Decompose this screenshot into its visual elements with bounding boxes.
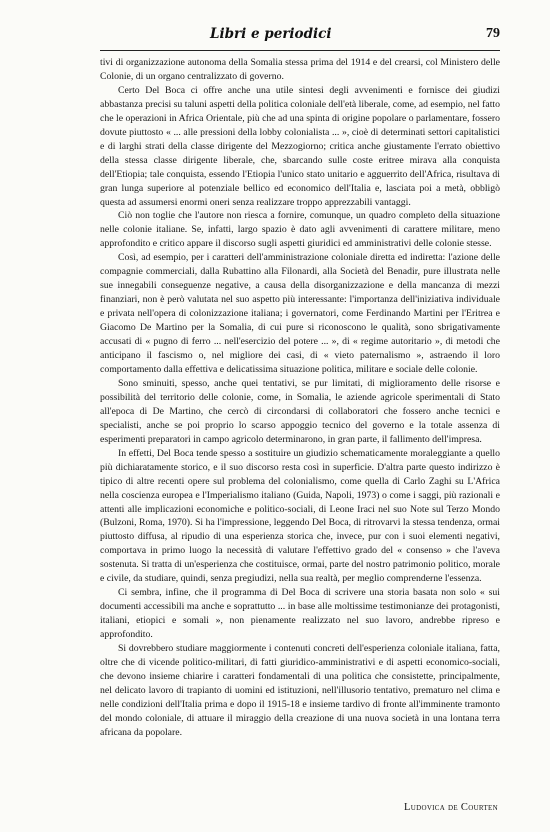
paragraph: In effetti, Del Boca tende spesso a sostituire un giudizio schematicamente moraleggiante a quello più dichiaratamente storico, e il suo discorso resta così in superficie. D'altra parte questo indirizzo è tipico di altre recenti opere sul problema del colonialismo, come quella di Carlo Zaghi su L'Africa nella coscienza europea e l'Imperialismo italiano (Guida, Napoli, 1973) o come i saggi, più razionali e attenti alle implicazioni economiche e politico-sociali, di Leone Iraci nel suo Note sul Terzo Mondo (Bulzoni, Roma, 1970). Si ha l'impressione, leggendo Del Boca, di ritrovarvi la stessa tendenza, ormai piuttosto diffusa, al ripudio di una esperienza storica che, invece, pur con i suoi elementi negativi, comportava in primo luogo la necessità di valutare l'effettivo grado del « consenso » che l'aveva sostenuta. Si tratta di un'esperienza che costituisce, ormai, parte del nostro patrimonio politico, morale e civile, da studiare, quindi, senza pregiudizi, nella sua realtà, per meglio comprenderne l'essenza. [100,447,500,585]
running-title: Libri e periodici [210,26,332,42]
paragraph: Ci sembra, infine, che il programma di Del Boca di scrivere una storia basata non solo « sui documenti accessibili ma anche e soprattutto ... in base alle moltissime testimonianze dei protagonisti, italiani, etiopici e somali », non pienamente realizzato nel suo lavoro, andrebbe ripreso e approfondito. [100,587,500,641]
page-number: 79 [486,26,500,41]
article-body [100,56,500,740]
paragraph: Si dovrebbero studiare maggiormente i contenuti concreti dell'esperienza coloniale italiana, fatta, oltre che di vicende politico-militari, di fatti giuridico-amministrativi e di aspetti economico-sociali, che devono insieme chiarire i caratteri fondamentali di una politica che consistette, principalmente, nel delicato lavoro di trapianto di uomini ed istituzioni, nell'illusorio tentativo, prematuro nel clima e nelle condizioni dell'Italia prima e dopo il 1915-18 e insieme tardivo di fronte all'imminente tramonto del mondo coloniale, di attuare il miraggio della creazione di una nuova società in una lontana terra africana da popolare. [100,643,500,738]
paragraph: Sono sminuiti, spesso, anche quei tentativi, se pur limitati, di miglioramento delle risorse e possibilità del territorio delle colonie, come, in Somalia, le aziende agricole sperimentali di Stato all'epoca di De Martino, che cercò di circondarsi di collaboratori che fossero anche tecnici e specialisti, anche se poi proprio lo scarso appoggio tecnico del governo e la totale assenza di esperimenti preparatori in campo agricolo determinarono, in gran parte, il fallimento dell'impresa. [100,377,500,445]
paragraph: Certo Del Boca ci offre anche una utile sintesi degli avvenimenti e fornisce dei giudizi abbastanza precisi su taluni aspetti della politica coloniale dell'età liberale, come, ad esempio, nel fatto che le operazioni in Africa Orientale, più che ad una spinta di origine popolare o parlamentare, fossero dovute piuttosto « ... alle pressioni della lobby colonialista ... », cioè di determinati settori capitalistici e di larghi strati della classe dirigente del Mezzogiorno; critica anche giustamente l'errato obiettivo della stessa classe dirigente liberale, che, sbarcando sulle coste eritree mirava alla conquista dell'Etiopia; tale conquista, essendo l'Etiopia l'unico stato unitario e agguerrito dell'Africa, risultava di gran lunga superiore al potenziale bellico ed economico dell'Italia e, lasciata poi a metà, obbligò questa ad assumersi enormi oneri senza realizzare troppo apprezzabili vantaggi. [100,84,500,208]
header-rule [100,50,500,51]
paragraph: Ciò non toglie che l'autore non riesca a fornire, comunque, un quadro completo della situazione nelle colonie italiane. Se, infatti, largo spazio è dato agli avvenimenti di carattere militare, meno approfondito e critico appare il discorso sugli aspetti giuridici ed amministrativi delle colonie stesse. [100,210,500,250]
author-name: Ludovica de Courten [404,802,498,813]
paragraph: Così, ad esempio, per i caratteri dell'amministrazione coloniale diretta ed indiretta: l'azione delle compagnie commerciali, dalla Rubattino alla Filonardi, alla Società del Benadir, pure illustrata nelle sue innegabili conseguenze negative, a causa della disorganizzazione e della mancanza di mezzi finanziari, non è però valutata nel suo aspetto più interessante: l'importanza dell'iniziativa individuale e privata nell'opera di colonizzazione italiana; i governatori, come Ferdinando Martini per l'Eritrea e Giacomo De Martino per la Somalia, di cui pure si riconoscono le qualità, sono sbrigativamente accusati di « pugno di ferro ... nell'esercizio del potere ... », di « regime autoritario », di metodi che anticipano il fascismo o, nel migliore dei casi, di « vieto paternalismo », astraendo il loro comportamento dalla effettiva e delicatissima situazione politica, militare e sociale delle colonie. [100,252,500,375]
author-signature [404,802,498,813]
paragraph: tivi di organizzazione autonoma della Somalia stessa prima del 1914 e del crearsi, col Ministero delle Colonie, di un organo centralizzato di governo. [100,57,500,82]
page-header [100,24,500,50]
